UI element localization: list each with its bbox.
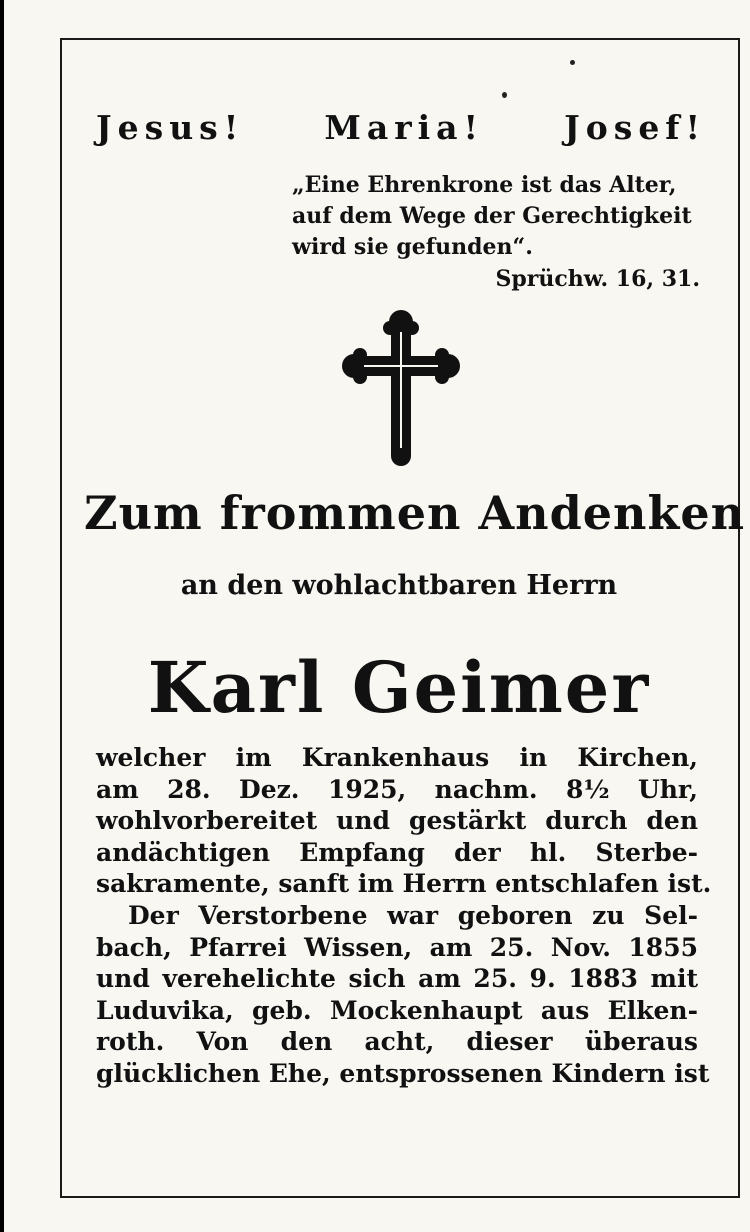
quote-line: „Eine Ehrenkrone ist das Alter, (292, 172, 677, 198)
invocation-josef: Josef! (564, 108, 706, 147)
text-line: Luduvika, geb. Mockenhaupt aus Elken- (96, 995, 698, 1025)
text-line: sakramente, sanft im Herrn entschlafen ist. (96, 869, 712, 899)
text-line: glücklichen Ehe, entsprossenen Kindern ist (96, 1058, 710, 1088)
bible-quote (292, 170, 700, 295)
text-line: bach, Pfarrei Wissen, am 25. Nov. 1855 (96, 932, 698, 962)
text-line: wohlvorbereitet und gestärkt durch den (96, 806, 698, 836)
deceased-name: Karl Geimer (147, 646, 651, 729)
text-line: Der Verstorbene war geboren zu Sel- (128, 900, 698, 930)
print-speck (570, 60, 575, 65)
latin-cross-icon (342, 306, 460, 466)
text-line: am 28. Dez. 1925, nachm. 8½ Uhr, (96, 774, 698, 804)
memorial-card (4, 0, 750, 1232)
memorial-subtitle: an den wohlachtbaren Herrn (180, 570, 618, 601)
invocation-header (96, 108, 706, 147)
text-line: roth. Von den acht, dieser überaus (96, 1027, 698, 1057)
quote-reference: Sprüchw. 16, 31. (495, 266, 700, 292)
text-line: andächtigen Empfang der hl. Sterbe- (96, 837, 698, 867)
text-line: und verehelichte sich am 25. 9. 1883 mit (96, 964, 698, 994)
print-speck (502, 92, 507, 98)
invocation-maria: Maria! (324, 108, 485, 147)
biography-text (96, 742, 712, 1090)
quote-line: wird sie gefunden“. (292, 234, 533, 260)
invocation-jesus: Jesus! (96, 108, 245, 147)
text-line: welcher im Krankenhaus in Kirchen, (96, 743, 698, 772)
quote-line: auf dem Wege der Gerechtigkeit (292, 203, 692, 229)
memorial-title: Zum frommen Andenken (84, 486, 746, 540)
